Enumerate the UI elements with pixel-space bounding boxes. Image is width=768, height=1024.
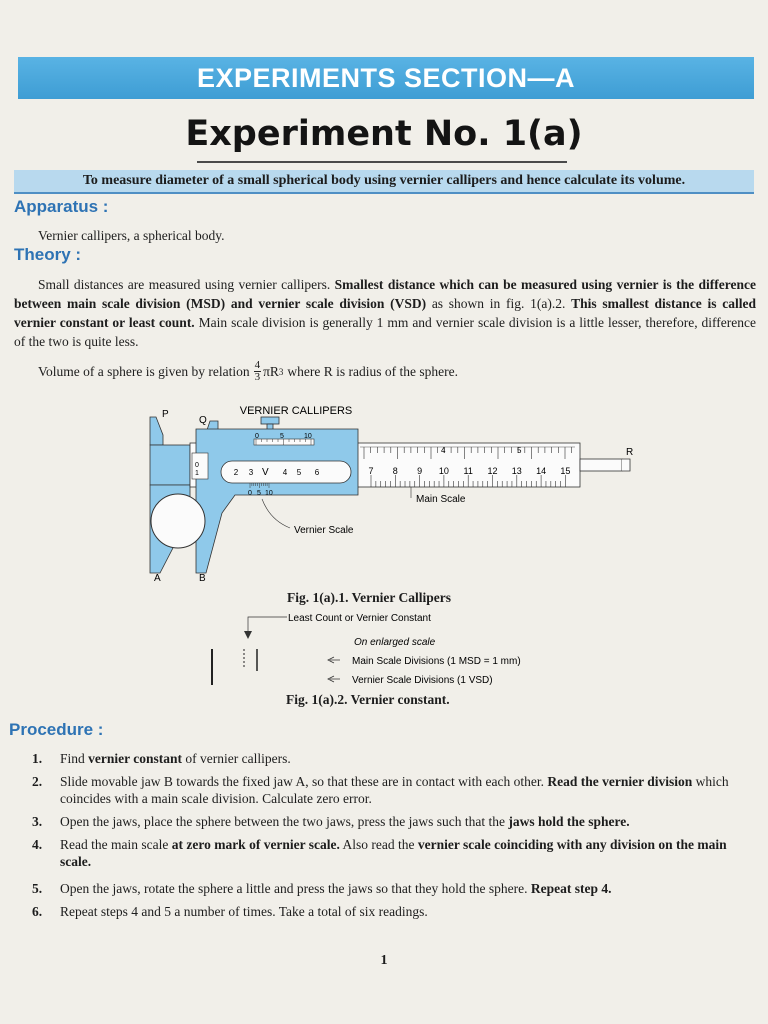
spherical-body [151,494,205,548]
theory-bold-2: This smallest distance is called vernier constant or least count. [14,296,757,330]
upper-vernier-10: 10 [304,433,312,440]
fraction: $\frac{4}{3}$ [254,359,261,383]
vernier-scale-label: Vernier Scale [294,525,354,536]
procedure-step-6: 6. Repeat steps 4 and 5 a number of times. Take a total of six readings. [32,904,428,919]
vernier-scale-pointer [262,499,290,528]
jaw-scale-0: 0 [195,462,199,469]
vsd-arrow [328,676,340,682]
main-scale-number: 12 [487,466,498,476]
top-number-4: 4 [441,446,446,455]
window-number: 2 [233,468,239,477]
least-count-label: Least Count or Vernier Constant [288,613,431,624]
figure-1-caption: Fig. 1(a).1. Vernier Callipers [287,590,451,605]
theory-heading: Theory : [14,245,82,264]
least-count-pointer [248,617,287,635]
top-number-5: 5 [517,446,522,455]
fixed-jaw-head [150,445,190,485]
upper-vernier-0: 0 [255,433,259,440]
section-banner [18,57,754,99]
main-scale-number: 11 [463,466,473,476]
main-scale-number: 15 [560,466,571,476]
upper-jaw-p [150,417,163,445]
title-underline [197,161,567,163]
screw-head [261,417,279,424]
theory-paragraph: Small distances are measured using vernier callipers. Smallest distance which can be measured using vernier is the difference between main scale division (MSD) and vernier scale division (VSD) as shown in fig. 1(a).2. This smallest distance is called vernier constant or least count. Main scale division is generally 1 mm and vernier scale division is a little lesser, therefore, difference of the two is quite less. [14,277,757,349]
lower-vernier-10: 10 [265,490,273,497]
window-number: 5 [296,468,302,477]
volume-formula: Volume of a sphere is given by relation $\frac{4}{3}$ πR 3 where R is radius of the sphere. [38,359,458,383]
main-scale-number: 7 [368,466,374,476]
label-b: B [199,573,206,584]
label-r: R [626,447,634,458]
procedure-step-2: 2. Slide movable jaw B towards the fixed jaw A, so that these are in contact with each other. Read the vernier division which coincides with a main scale division. Calculate zero error. [32,774,729,806]
procedure-step-4: 4. Read the main scale at zero mark of vernier scale. Also read the vernier scale coinciding with any division on the main scale. [32,837,727,869]
apparatus-text: Vernier callipers, a spherical body. [38,228,225,243]
experiment-title: Experiment No. 1(a) [185,114,583,154]
label-p: P [162,409,169,420]
figure-2-caption: Fig. 1(a).2. Vernier constant. [286,692,450,707]
page-number: 1 [380,953,388,968]
upper-vernier-5: 5 [280,433,284,440]
msd-label: Main Scale Divisions (1 MSD = 1 mm) [352,656,521,667]
main-scale-number: 9 [417,466,423,476]
procedure-list [14,750,758,926]
procedure-step-5: 5. Open the jaws, rotate the sphere a little and press the jaws so that they hold the sphere. Repeat step 4. [32,881,612,896]
label-v: V [262,467,269,478]
msd-arrow [328,657,340,663]
window-number: 6 [314,468,320,477]
label-a: A [154,573,161,584]
lower-vernier-5: 5 [257,490,261,497]
main-scale-number: 8 [392,466,398,476]
lower-vernier-0: 0 [248,490,252,497]
theory-bold-1: Smallest distance which can be measured using vernier is the difference between main scale division (MSD) and vernier scale division (VSD) [14,277,757,311]
vernier-callipers-figure [0,395,768,595]
procedure-step-3: 3. Open the jaws, place the sphere between the two jaws, press the jaws such that the jaws hold the sphere. [32,814,630,829]
procedure-step-1: 1. Find vernier constant of vernier callipers. [32,751,291,766]
depth-rod-end [622,459,630,471]
vsd-label: Vernier Scale Divisions (1 VSD) [352,675,493,686]
aim-text: To measure diameter of a small spherical body using vernier callipers and hence calculate its volume. [82,173,686,188]
section-banner-text: EXPERIMENTS SECTION—A [196,62,576,93]
figure-title: VERNIER CALLIPERS [239,405,353,417]
vernier-slider [196,429,358,573]
least-count-arrowhead [244,631,252,639]
depth-rod [580,459,622,471]
vernier-constant-figure [0,605,768,690]
apparatus-heading: Apparatus : [14,197,109,216]
main-scale-number: 10 [438,466,449,476]
jaw-scale-1: 1 [195,470,199,477]
window-number: 4 [282,468,288,477]
window-number: 3 [248,468,254,477]
main-scale-number: 14 [536,466,547,476]
label-q: Q [199,415,207,426]
main-scale-number: 13 [511,466,522,476]
procedure-heading: Procedure : [9,720,104,739]
main-scale-label: Main Scale [416,494,466,505]
enlarged-scale-label: On enlarged scale [354,637,436,648]
aim-bar [14,170,754,194]
